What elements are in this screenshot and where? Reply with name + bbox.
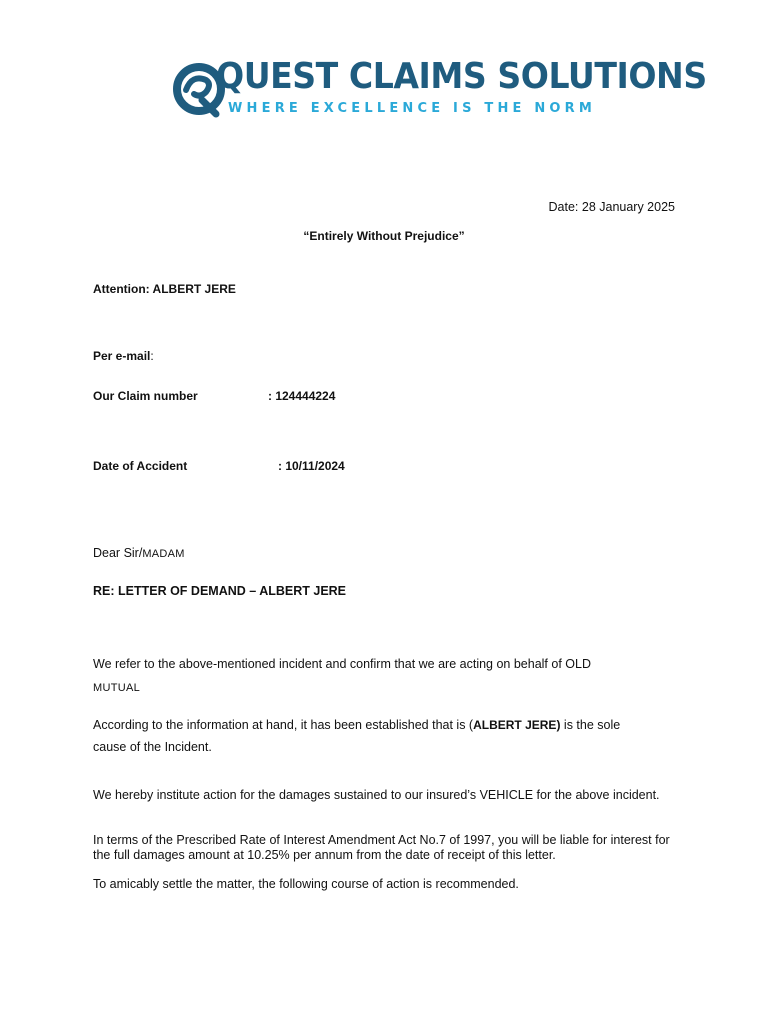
company-logo	[172, 56, 707, 122]
paragraph-2-line-1	[93, 718, 620, 732]
accident-date-label: Date of Accident	[93, 459, 188, 473]
p2-pre: According to the information at hand, it has been established that is (	[93, 718, 474, 732]
claim-number-value: : 124444224	[268, 389, 336, 403]
p2-post: is the sole	[560, 718, 621, 732]
salutation-suffix: MADAM	[142, 548, 185, 560]
logo-title: QUEST CLAIMS SOLUTIONS	[216, 56, 707, 97]
paragraph-5: To amicably settle the matter, the following course of action is recommended.	[93, 877, 519, 891]
paragraph-2-line-2: cause of the Incident.	[93, 740, 212, 754]
prejudice-note: “Entirely Without Prejudice”	[303, 229, 465, 243]
paragraph-1-line-1: We refer to the above-mentioned incident and confirm that we are acting on behalf of OLD	[93, 657, 591, 671]
salutation-prefix: Dear Sir/	[93, 546, 143, 560]
paragraph-1-line-2: MUTUAL	[93, 682, 141, 694]
letter-date: Date: 28 January 2025	[548, 200, 675, 214]
salutation	[93, 546, 185, 560]
claim-number-label: Our Claim number	[93, 389, 198, 403]
per-email-colon: :	[150, 349, 154, 363]
attention-line: Attention: ALBERT JERE	[93, 282, 236, 296]
accident-date-value: : 10/11/2024	[278, 459, 345, 473]
logo-tagline: WHERE EXCELLENCE IS THE NORM	[228, 101, 597, 116]
paragraph-4: In terms of the Prescribed Rate of Interest Amendment Act No.7 of 1997, you will be liable for interest for the full damages amount at 10.25% per annum from the date of receipt of this letter.	[93, 833, 670, 862]
per-email-line	[93, 349, 154, 363]
letter-subject: RE: LETTER OF DEMAND – ALBERT JERE	[93, 584, 347, 598]
p2-bold-name: ALBERT JERE)	[473, 718, 561, 732]
per-email-label: Per e-mail	[93, 349, 151, 363]
paragraph-3: We hereby institute action for the damages sustained to our insured’s VEHICLE for the above incident.	[93, 788, 660, 802]
